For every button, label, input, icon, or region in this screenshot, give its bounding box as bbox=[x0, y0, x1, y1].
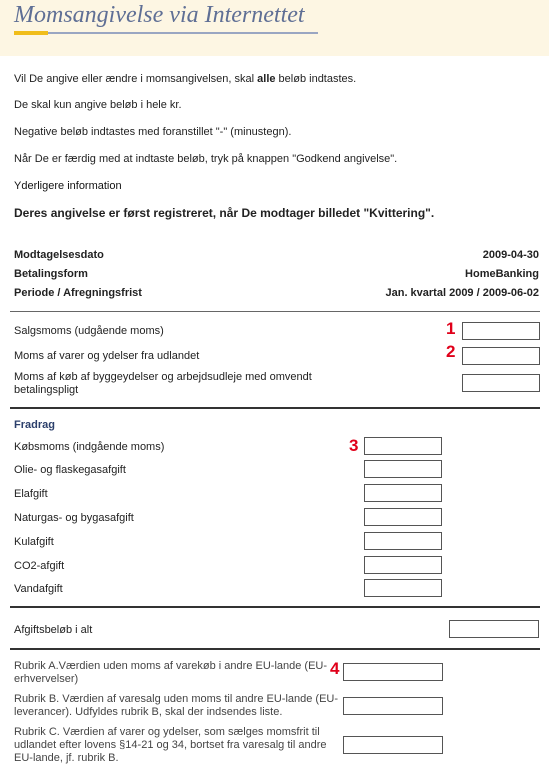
info-line-1-text: Vil De angive eller ændre i momsangivelsen, skal bbox=[14, 73, 258, 85]
fradrag-label-3: Elafgift bbox=[14, 488, 48, 500]
section-divider bbox=[10, 648, 540, 650]
meta-label-date: Modtagelsesdato bbox=[14, 249, 104, 261]
fradrag-label-5: Kulafgift bbox=[14, 536, 54, 548]
fradrag-label-6: CO2-afgift bbox=[14, 560, 65, 572]
rubrik-a-label: Rubrik A.Værdien uden moms af varekøb i andre EU-lande (EU-erhvervelser) bbox=[14, 660, 328, 685]
fradrag-label-1: Købsmoms (indgående moms) bbox=[14, 441, 165, 453]
section-divider bbox=[10, 606, 540, 608]
fradrag-heading: Fradrag bbox=[14, 419, 55, 431]
rubrik-b-label: Rubrik B. Værdien af varesalg uden moms til andre EU-lande (EU-leverancer). Udfyldes rubrik B, skal der indsendes liste. bbox=[14, 693, 339, 718]
moms-udland-input[interactable] bbox=[462, 347, 540, 365]
page-header bbox=[0, 0, 549, 56]
marker-1: 1 bbox=[446, 319, 456, 338]
registration-notice: Deres angivelse er først registreret, når De modtager billedet "Kvittering". bbox=[14, 206, 435, 220]
info-line-1 bbox=[14, 73, 356, 85]
afgiftsbeloeb-total-field[interactable] bbox=[449, 620, 539, 638]
meta-value-payment: HomeBanking bbox=[465, 268, 539, 280]
fradrag-label-7: Vandafgift bbox=[14, 583, 63, 595]
vandafgift-input[interactable] bbox=[364, 579, 442, 597]
divider bbox=[10, 311, 540, 312]
section-divider bbox=[10, 407, 540, 409]
moms-byggeydelser-input[interactable] bbox=[462, 374, 540, 392]
rubrik-a-input[interactable] bbox=[343, 663, 443, 681]
title-underline-accent bbox=[14, 31, 48, 35]
koebsmoms-input[interactable] bbox=[364, 437, 442, 455]
meta-value-period: Jan. kvartal 2009 / 2009-06-02 bbox=[385, 287, 539, 299]
marker-4: 4 bbox=[330, 659, 340, 678]
info-line-1-end: beløb indtastes. bbox=[275, 73, 357, 85]
total-label: Afgiftsbeløb i alt bbox=[14, 624, 93, 636]
sales-label-2: Moms af varer og ydelser fra udlandet bbox=[14, 350, 200, 362]
meta-value-date: 2009-04-30 bbox=[482, 249, 539, 261]
info-line-4: Når De er færdig med at indtaste beløb, tryk på knappen "Godkend angivelse". bbox=[14, 153, 398, 165]
meta-label-payment: Betalingsform bbox=[14, 268, 88, 280]
sales-label-1: Salgsmoms (udgående moms) bbox=[14, 325, 164, 337]
rubrik-b-input[interactable] bbox=[343, 697, 443, 715]
info-line-3: Negative beløb indtastes med foranstillet "-" (minustegn). bbox=[14, 126, 292, 138]
info-line-2: De skal kun angive beløb i hele kr. bbox=[14, 99, 182, 111]
marker-2: 2 bbox=[446, 342, 456, 361]
fradrag-label-2: Olie- og flaskegasafgift bbox=[14, 464, 126, 476]
salgsmoms-input[interactable] bbox=[462, 322, 540, 340]
marker-3: 3 bbox=[349, 436, 359, 455]
meta-label-period: Periode / Afregningsfrist bbox=[14, 287, 142, 299]
page-title: Momsangivelse via Internettet bbox=[14, 2, 305, 28]
rubrik-c-label: Rubrik C. Værdien af varer og ydelser, som sælges momsfrit til udlandet efter lovens §14-21 og 34, bortset fra varesalg til andre EU-lande, jf. rubrik B. bbox=[14, 726, 327, 764]
info-line-1-bold: alle bbox=[257, 73, 276, 85]
rubrik-c-input[interactable] bbox=[343, 736, 443, 754]
more-info-link[interactable]: Yderligere information bbox=[14, 180, 122, 192]
title-underline bbox=[48, 32, 318, 34]
elafgift-input[interactable] bbox=[364, 484, 442, 502]
naturgas-bygas-input[interactable] bbox=[364, 508, 442, 526]
sales-label-3: Moms af køb af byggeydelser og arbejdsudleje med omvendt betalingspligt bbox=[14, 371, 312, 396]
kulafgift-input[interactable] bbox=[364, 532, 442, 550]
fradrag-label-4: Naturgas- og bygasafgift bbox=[14, 512, 134, 524]
olie-flaskegas-input[interactable] bbox=[364, 460, 442, 478]
co2-afgift-input[interactable] bbox=[364, 556, 442, 574]
